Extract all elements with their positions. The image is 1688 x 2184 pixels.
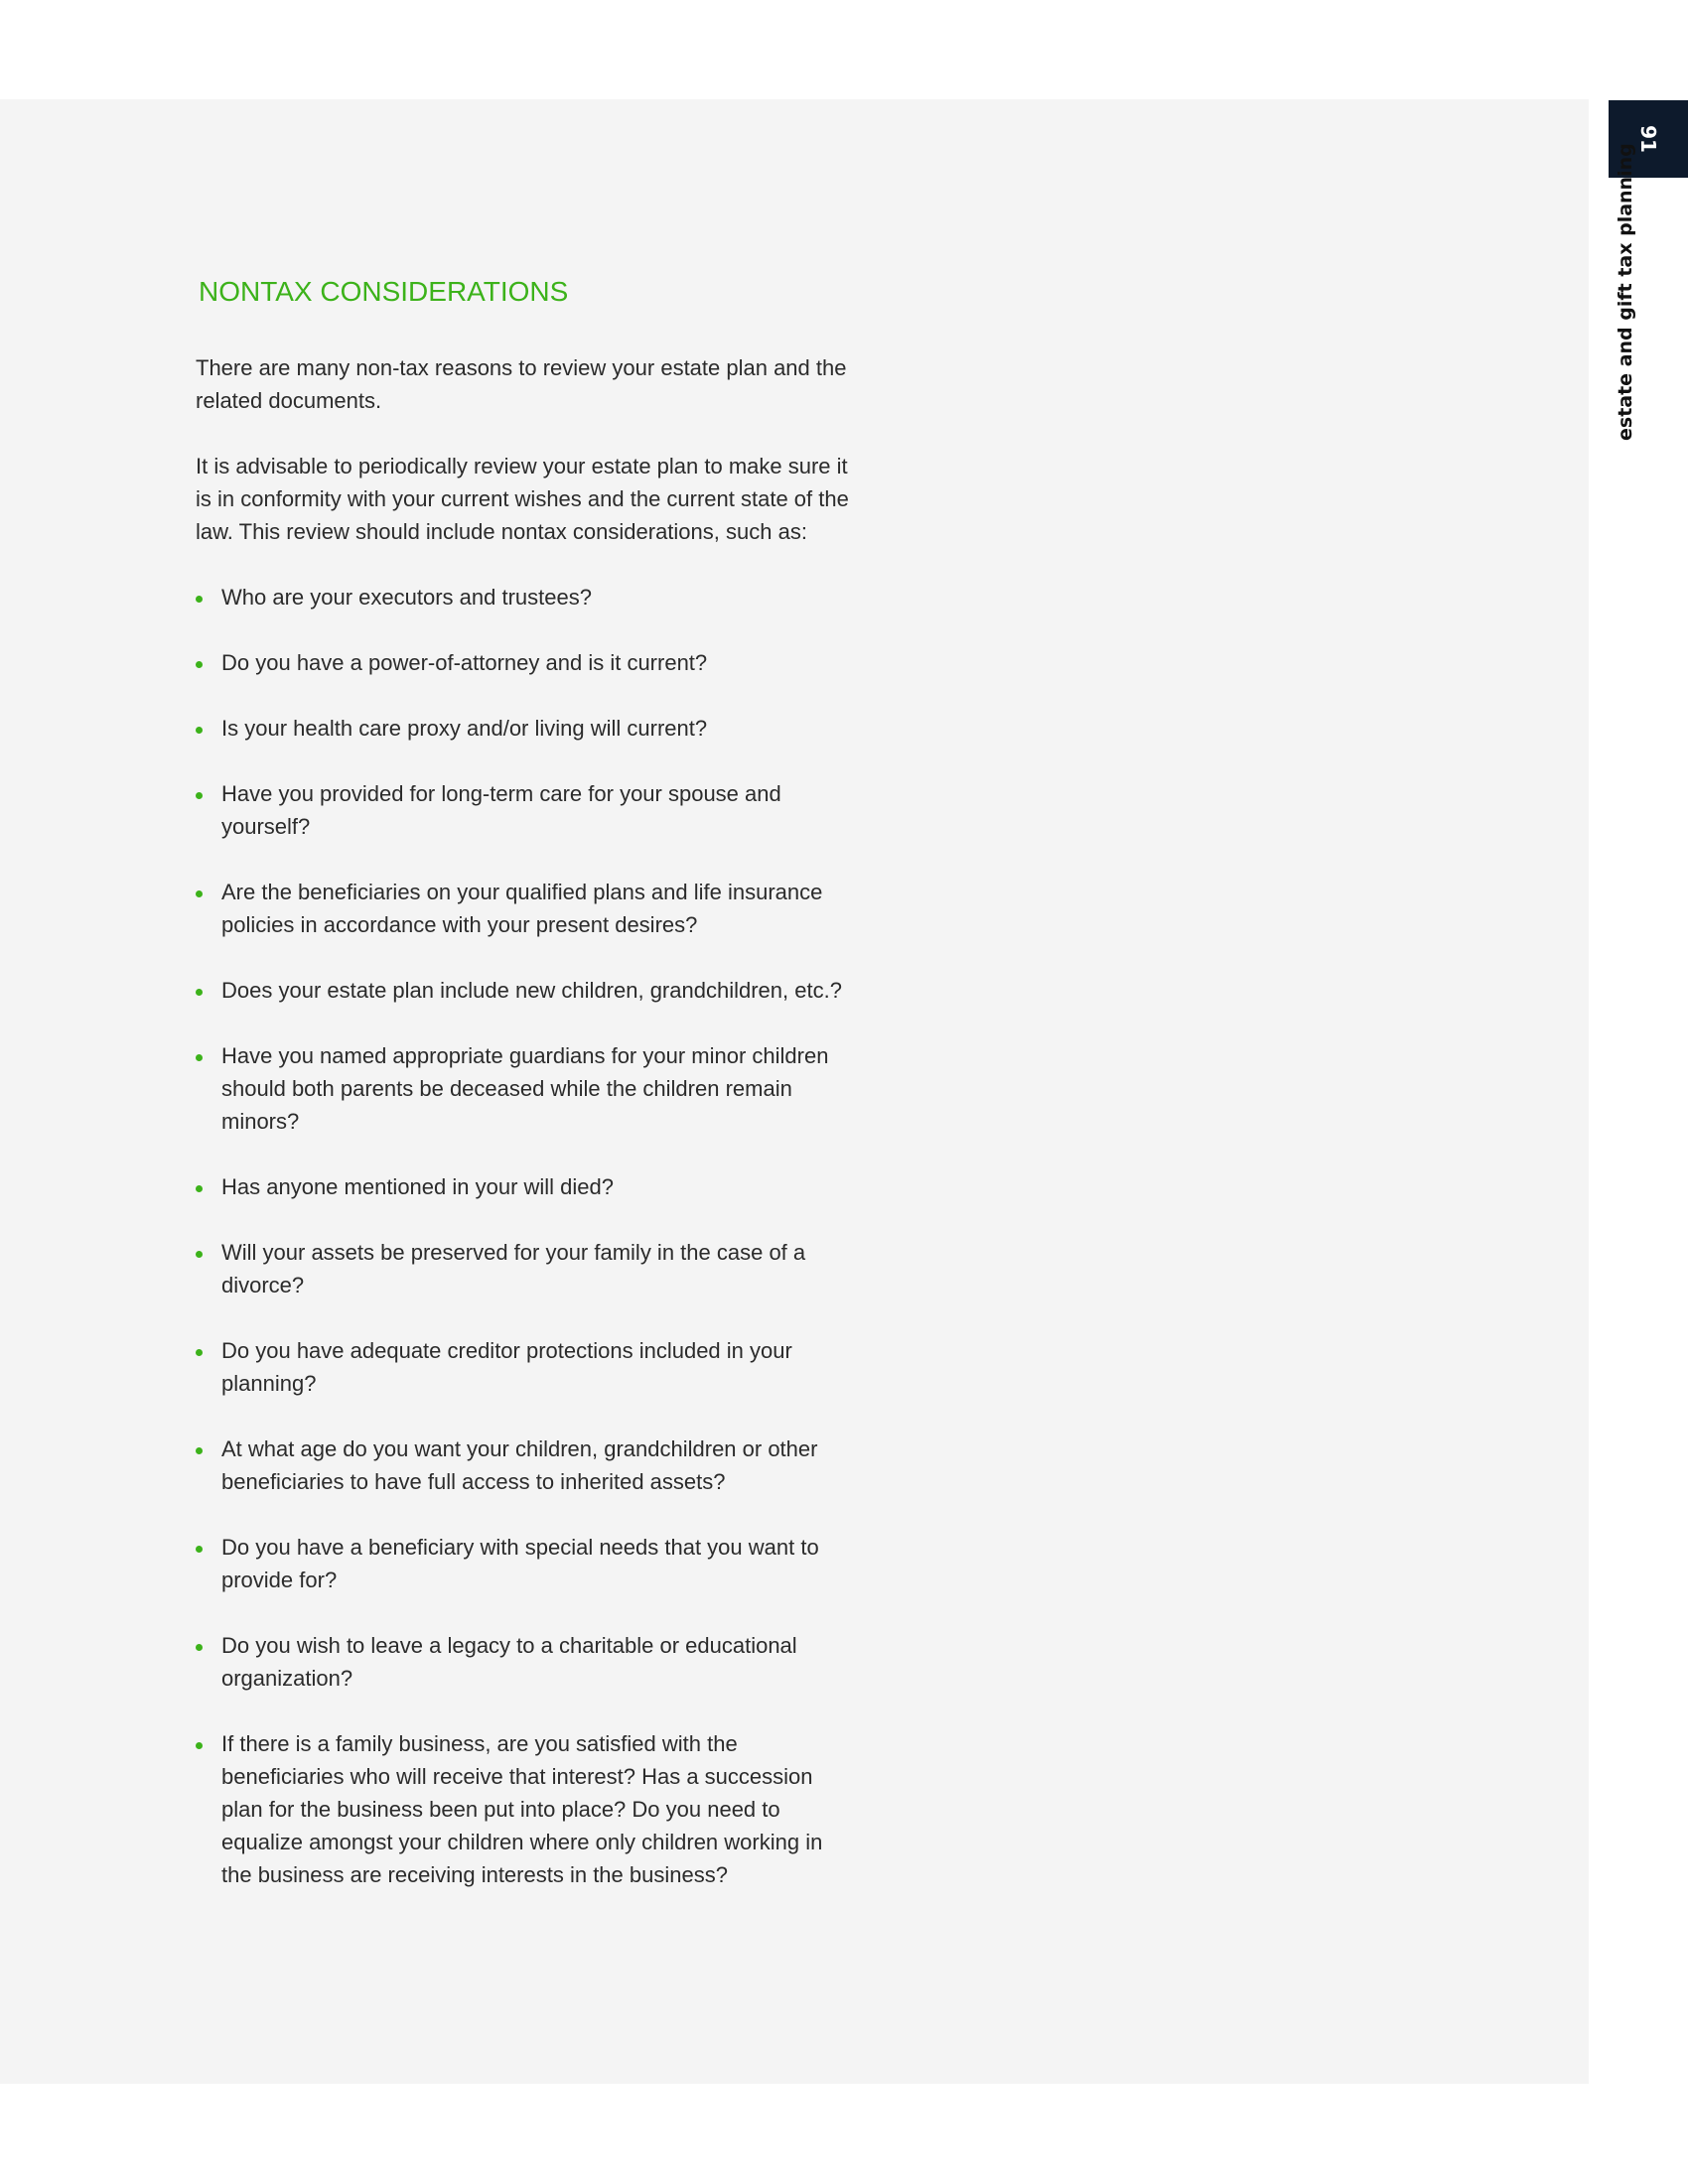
bullet-icon: [196, 596, 203, 603]
list-item-text: Do you have a power-of-attorney and is it current?: [221, 650, 708, 675]
list-item-text: Are the beneficiaries on your qualified plans and life insurance policies in accordance with your present desires?: [221, 880, 823, 937]
intro-paragraph: There are many non-tax reasons to review your estate plan and the related documents.: [196, 355, 847, 413]
list-item-text: At what age do you want your children, grandchildren or other beneficiaries to have full access to inherited assets?: [221, 1436, 818, 1494]
list-item-text: If there is a family business, are you satisfied with the beneficiaries who will receive that interest? Has a succession plan for the business been put into place? Do you need to equalize amongst your children where only children working in the business are receiving interests in the business?: [221, 1731, 823, 1887]
list-item: [196, 1334, 851, 1400]
bullet-icon: [196, 661, 203, 668]
list-item: [196, 1170, 851, 1203]
list-item-text: Do you have a beneficiary with special needs that you want to provide for?: [221, 1535, 819, 1592]
list-item: [196, 777, 851, 843]
list-item: [196, 1629, 851, 1695]
list-item: [196, 1236, 851, 1301]
list-item: [196, 1727, 851, 1891]
list-item: [196, 1433, 851, 1498]
bullet-icon: [196, 1644, 203, 1651]
bullet-icon: [196, 890, 203, 897]
list-item-text: Do you wish to leave a legacy to a charitable or educational organization?: [221, 1633, 797, 1691]
section-label-text: estate and gift tax planning: [1615, 143, 1636, 441]
list-item-text: Does your estate plan include new children, grandchildren, etc.?: [221, 978, 842, 1003]
list-item: [196, 712, 851, 745]
list-item: [196, 1039, 851, 1138]
bullet-icon: [196, 1742, 203, 1749]
bullet-icon: [196, 1349, 203, 1356]
article-body: [196, 274, 851, 1924]
list-item-text: Is your health care proxy and/or living will current?: [221, 716, 708, 741]
list-item: [196, 581, 851, 614]
list-item: [196, 974, 851, 1007]
list-item-text: Has anyone mentioned in your will died?: [221, 1174, 615, 1199]
bullet-icon: [196, 1185, 203, 1192]
bullet-icon: [196, 1447, 203, 1454]
list-item-text: Do you have adequate creditor protections included in your planning?: [221, 1338, 792, 1396]
page-number: 91: [1636, 125, 1660, 153]
list-item: [196, 876, 851, 941]
list-item-text: Have you provided for long-term care for your spouse and yourself?: [221, 781, 781, 839]
bullet-icon: [196, 792, 203, 799]
list-item: [196, 1531, 851, 1596]
section-heading: NONTAX CONSIDERATIONS: [199, 276, 569, 307]
list-item: [196, 646, 851, 679]
review-paragraph: It is advisable to periodically review your estate plan to make sure it is in conformity with your current wishes and the current state of the law. This review should include nontax considerations, such as:: [196, 454, 849, 544]
considerations-list: [196, 581, 851, 1891]
bullet-icon: [196, 1251, 203, 1258]
bullet-icon: [196, 727, 203, 734]
bullet-icon: [196, 1054, 203, 1061]
list-item-text: Have you named appropriate guardians for your minor children should both parents be deceased while the children remain minors?: [221, 1043, 829, 1134]
list-item-text: Who are your executors and trustees?: [221, 585, 592, 610]
list-item-text: Will your assets be preserved for your family in the case of a divorce?: [221, 1240, 806, 1297]
bullet-icon: [196, 1546, 203, 1553]
bullet-icon: [196, 989, 203, 996]
